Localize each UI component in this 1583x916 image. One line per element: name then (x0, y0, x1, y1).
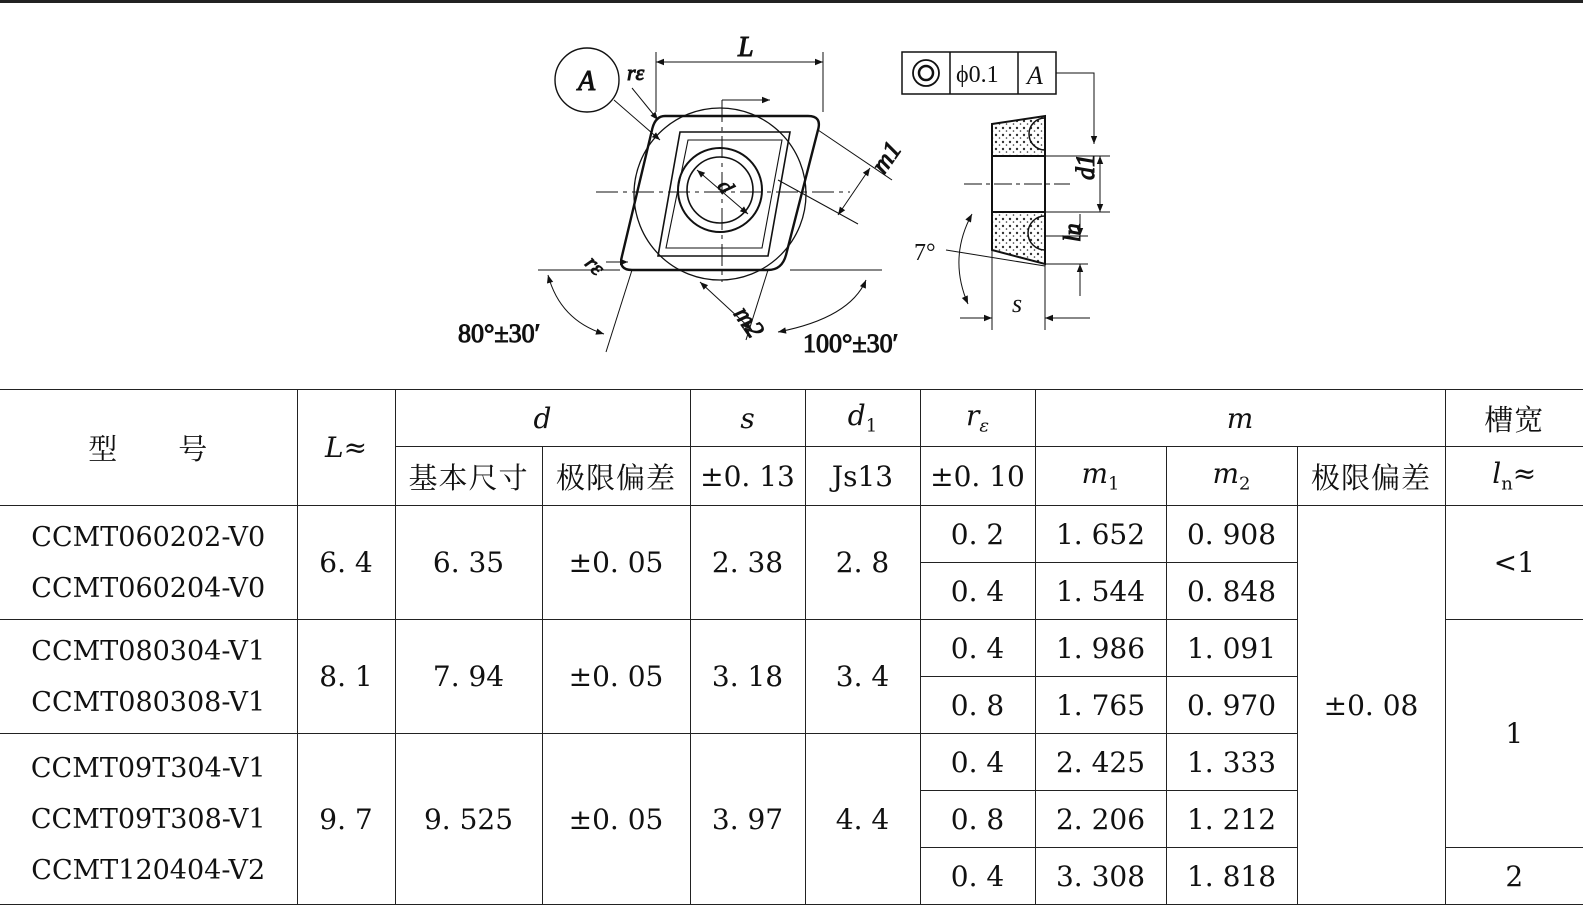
L-cell: 9. 7 (297, 734, 395, 905)
m1-cell: 1. 544 (1035, 563, 1166, 620)
d1-cell: 3. 4 (805, 620, 920, 734)
header-m: m (1035, 390, 1445, 447)
m2-cell: 0. 848 (1166, 563, 1297, 620)
svg-text:80°±30′: 80°±30′ (458, 319, 541, 348)
header-L: L≈ (297, 390, 395, 506)
m2-cell: 0. 970 (1166, 677, 1297, 734)
spec-table (0, 389, 1583, 905)
r-cell: 0. 2 (920, 506, 1035, 563)
header-model: 型 号 (0, 390, 297, 506)
header-m2: $m_2$ (1166, 447, 1297, 506)
d-basic-cell: 7. 94 (395, 620, 542, 734)
insert-side-view (902, 52, 1110, 330)
model-cell: CCMT060202-V0 CCMT060204-V0 (0, 506, 297, 620)
header-ln: $l_n\approx$ (1445, 447, 1583, 506)
svg-text:rε: rε (627, 60, 645, 85)
L-cell: 8. 1 (297, 620, 395, 734)
svg-text:d: d (712, 174, 740, 199)
d-limit-cell: ±0. 05 (542, 620, 690, 734)
svg-text:100°±30′: 100°±30′ (803, 329, 899, 358)
m1-cell: 3. 308 (1035, 848, 1166, 905)
m2-cell: 1. 091 (1166, 620, 1297, 677)
groove-cell: <1 (1445, 506, 1583, 620)
r-cell: 0. 4 (920, 734, 1035, 791)
L-cell: 6. 4 (297, 506, 395, 620)
header-m-limit: 极限偏差 (1297, 447, 1445, 506)
header-groove: 槽宽 (1445, 390, 1583, 447)
d-basic-cell: 9. 525 (395, 734, 542, 905)
svg-text:m1: m1 (865, 135, 908, 179)
m1-cell: 2. 425 (1035, 734, 1166, 791)
header-r-tol: ±0. 10 (920, 447, 1035, 506)
svg-text:d1: d1 (1071, 154, 1100, 180)
model-cell: CCMT080304-V1 CCMT080308-V1 (0, 620, 297, 734)
groove-cell: 1 (1445, 620, 1583, 848)
svg-text:m2: m2 (728, 300, 771, 344)
m2-cell: 1. 818 (1166, 848, 1297, 905)
s-cell: 3. 18 (690, 620, 805, 734)
svg-text:A: A (1027, 61, 1043, 90)
svg-text:rε: rε (580, 250, 611, 281)
d1-cell: 4. 4 (805, 734, 920, 905)
d-limit-cell: ±0. 05 (542, 506, 690, 620)
m2-cell: 0. 908 (1166, 506, 1297, 563)
header-r: $r_\varepsilon$ (920, 390, 1035, 447)
insert-front-view (458, 32, 907, 358)
m1-cell: 1. 652 (1035, 506, 1166, 563)
d1-cell: 2. 8 (805, 506, 920, 620)
model-cell: CCMT09T304-V1 CCMT09T308-V1 CCMT120404-V2 (0, 734, 297, 905)
m1-cell: 1. 986 (1035, 620, 1166, 677)
header-s: s (690, 390, 805, 447)
r-cell: 0. 4 (920, 563, 1035, 620)
svg-text:7°: 7° (914, 240, 936, 266)
header-d-limit: 极限偏差 (542, 447, 690, 506)
svg-text:L: L (738, 32, 754, 63)
r-cell: 0. 4 (920, 620, 1035, 677)
header-d: d (395, 390, 690, 447)
insert-drawing (0, 0, 1583, 385)
table-row (0, 506, 1583, 563)
r-cell: 0. 8 (920, 677, 1035, 734)
groove-cell: 2 (1445, 848, 1583, 905)
s-cell: 3. 97 (690, 734, 805, 905)
svg-text:A: A (578, 66, 596, 97)
m1-cell: 1. 765 (1035, 677, 1166, 734)
r-cell: 0. 8 (920, 791, 1035, 848)
header-d1-tol: Js13 (805, 447, 920, 506)
s-cell: 2. 38 (690, 506, 805, 620)
header-d-basic: 基本尺寸 (395, 447, 542, 506)
header-m1: $m_1$ (1035, 447, 1166, 506)
m2-cell: 1. 333 (1166, 734, 1297, 791)
header-d1: $d_1$ (805, 390, 920, 447)
r-cell: 0. 4 (920, 848, 1035, 905)
header-s-tol: ±0. 13 (690, 447, 805, 506)
d-basic-cell: 6. 35 (395, 506, 542, 620)
m-limit-cell: ±0. 08 (1297, 506, 1445, 905)
svg-text:ln: ln (1060, 223, 1086, 242)
svg-text:s: s (1012, 289, 1023, 318)
m1-cell: 2. 206 (1035, 791, 1166, 848)
m2-cell: 1. 212 (1166, 791, 1297, 848)
d-limit-cell: ±0. 05 (542, 734, 690, 905)
svg-text:ϕ0.1: ϕ0.1 (956, 62, 999, 88)
